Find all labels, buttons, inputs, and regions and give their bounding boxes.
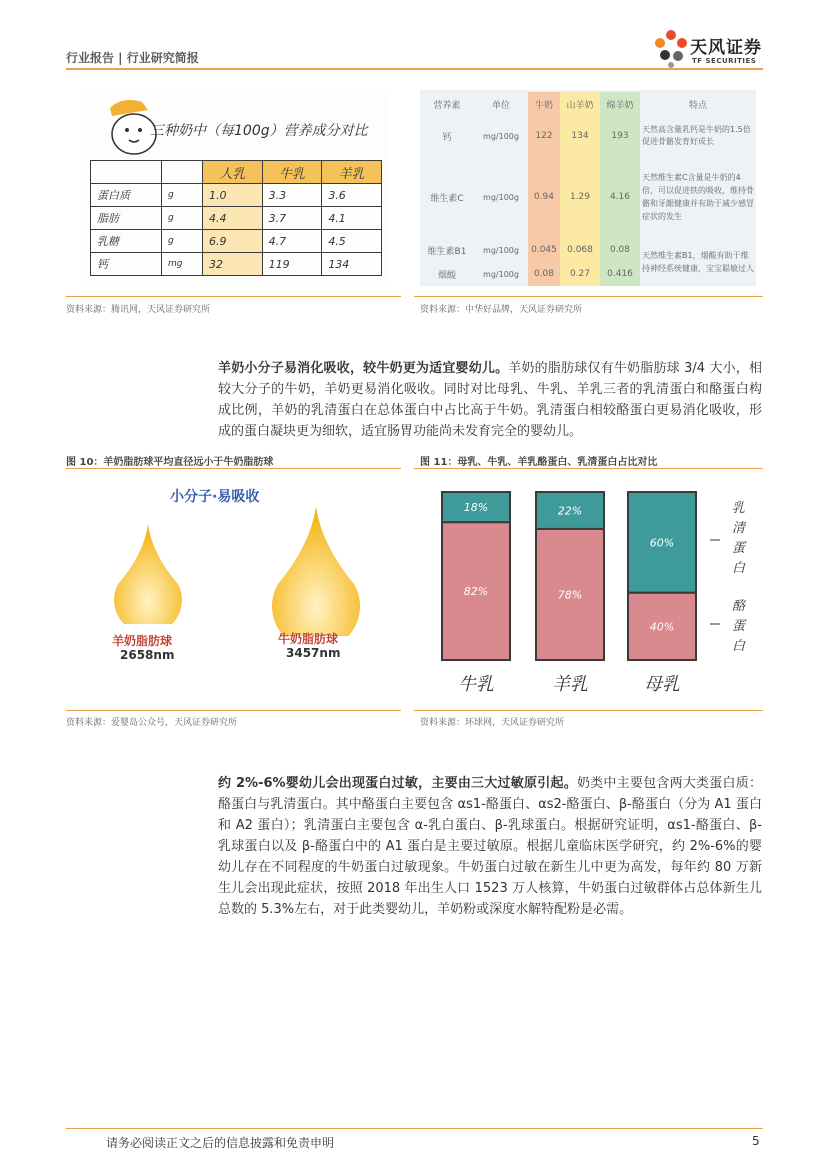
row-name: 脂肪	[91, 207, 162, 230]
logo-mark-icon	[652, 29, 690, 69]
row-name: 钙	[91, 253, 162, 276]
table-header-row	[420, 92, 756, 116]
cell-cow: 4.7	[262, 230, 322, 253]
th-cow: 牛奶	[528, 92, 560, 116]
cell-note: 天然维生素B1，烟酸有助于维持神经系统健康，宝宝聪敏过人	[642, 251, 754, 273]
cell-goat: 134	[560, 116, 600, 156]
footer-disclaimer: 请务必阅读正文之后的信息披露和免责申明	[106, 1136, 335, 1150]
cell-cow: 119	[262, 253, 322, 276]
label-whey-羊乳: 22%	[557, 504, 583, 518]
paragraph-lead: 羊奶小分子易消化吸收，较牛奶更为适宜婴幼儿。	[218, 361, 509, 376]
cow-fat-droplet-icon	[266, 506, 366, 636]
logo-en-text: TF SECURITIES	[692, 57, 757, 65]
cell-name: 维生素C	[430, 193, 464, 204]
footer-divider	[66, 1128, 763, 1129]
category-label-母乳: 母乳	[644, 674, 680, 695]
category-label-牛乳: 牛乳	[458, 674, 494, 695]
paragraph-protein-allergy	[218, 773, 762, 920]
table-row	[420, 156, 756, 238]
cell-sheep: 0.416	[600, 262, 640, 286]
col-cow: 牛乳	[262, 161, 322, 184]
cell-cow: 0.08	[528, 262, 560, 286]
cell-goat: 3.6	[322, 184, 382, 207]
figure11-stacked-bar-chart	[414, 472, 763, 708]
cell-cow: 3.3	[262, 184, 322, 207]
cell-unit: mg/100g	[483, 269, 519, 279]
table-row	[420, 238, 756, 262]
figure10-title-divider	[66, 468, 401, 469]
th-goat: 山羊奶	[560, 92, 600, 116]
cell-goat: 4.1	[322, 207, 382, 230]
cell-cow: 0.045	[528, 238, 560, 262]
source-note: 资料来源：中华好品牌，天风证券研究所	[420, 305, 583, 315]
goat-droplet-label: 羊奶脂肪球	[112, 634, 173, 648]
logo-cn-text: 天风证券	[690, 38, 762, 58]
cell-goat: 0.27	[560, 262, 600, 286]
row-name: 乳糖	[91, 230, 162, 253]
th-nutrient: 营养素	[433, 100, 461, 111]
cell-cow: 0.94	[528, 156, 560, 238]
cell-sheep: 193	[600, 116, 640, 156]
goat-fat-droplet-icon	[108, 524, 188, 624]
table-row	[91, 184, 382, 207]
cell-human: 32	[203, 253, 263, 276]
label-whey-母乳: 60%	[649, 536, 675, 550]
source-note: 资料来源：环球网，天风证券研究所	[420, 718, 565, 728]
source-note: 资料来源：爱婴岛公众号，天风证券研究所	[66, 718, 238, 728]
cow-droplet-label: 牛奶脂肪球	[278, 632, 339, 646]
paragraph-body: 羊奶的脂肪球仅有牛奶脂肪球 3/4 大小，相较大分子的牛奶，羊奶更易消化吸收。同时对比母乳、牛乳、羊乳三者的乳清蛋白和酪蛋白构成比例，羊奶的乳清蛋白在总体蛋白中占比高于牛奶。乳清蛋白相较酪蛋白更易消化吸收，形成的蛋白凝块更为细软，适宜肠胃功能尚未发育完全的婴幼儿。	[218, 361, 762, 439]
source-divider	[66, 710, 401, 711]
cell-name: 维生素B1	[427, 246, 467, 257]
casein-legend-label: 酪 蛋 白	[732, 599, 746, 654]
cell-human: 4.4	[203, 207, 263, 230]
table-header-row	[91, 161, 382, 184]
paragraph-goat-milk-digestion	[218, 358, 762, 442]
whey-legend-label: 乳 清 蛋 白	[732, 501, 746, 576]
cell-sheep: 4.16	[600, 156, 640, 238]
figure10-illustration	[66, 472, 401, 702]
source-divider	[414, 296, 763, 297]
label-casein-羊乳: 78%	[557, 588, 583, 602]
col-goat: 羊乳	[322, 161, 382, 184]
table-row	[91, 207, 382, 230]
goat-droplet-size: 2658nm	[120, 648, 175, 662]
nutrition-table	[90, 160, 382, 276]
paragraph-lead: 约 2%-6%婴幼儿会出现蛋白过敏，主要由三大过敏原引起。	[218, 776, 577, 791]
row-unit: g	[162, 230, 203, 253]
cell-goat: 1.29	[560, 156, 600, 238]
figure11-title: 图 11：母乳、牛乳、羊乳酪蛋白、乳清蛋白占比对比	[420, 457, 658, 468]
cell-name: 烟酸	[437, 270, 456, 281]
cell-unit: mg/100g	[483, 245, 519, 255]
company-logo	[652, 27, 767, 71]
cell-unit: mg/100g	[483, 192, 519, 202]
cell-goat: 0.068	[560, 238, 600, 262]
nutrient-table	[420, 92, 756, 286]
figure10-heading: 小分子·易吸收	[170, 489, 260, 505]
th-unit: 单位	[491, 100, 510, 111]
cell-sheep: 0.08	[600, 238, 640, 262]
th-note: 特点	[688, 100, 707, 111]
table-row	[420, 116, 756, 156]
nutrition-title: 三种奶中（每100g）营养成分对比	[150, 123, 368, 139]
cell-cow: 122	[528, 116, 560, 156]
paragraph-body: 奶类中主要包含两大类蛋白质：酪蛋白与乳清蛋白。其中酪蛋白主要包含 αs1-酪蛋白、αs2-酪蛋白、β-酪蛋白（分为 A1 蛋白和 A2 蛋白）；乳清蛋白主要包含 α-乳白蛋白、β-乳球蛋白。根据研究证明，αs1-酪蛋白、β-乳球蛋白以及 β-酪蛋白中的 A1 蛋白是主要过敏原。根据儿童临床医学研究，约 2%-6%的婴幼儿存在不同程度的牛奶蛋白过敏现象。牛奶蛋白过敏在新生儿中更为高发，每年约 80 万新生儿会出现此症状，按照 2018 年出生人口 1523 万人核算，牛奶蛋白过敏群体占总体新生儿总数的 5.3%左右，对于此类婴幼儿，羊奶粉或深度水解特配粉是必需。	[218, 776, 762, 917]
row-name: 蛋白质	[91, 184, 162, 207]
label-whey-牛乳: 18%	[463, 501, 489, 515]
figure-nutrition-table	[420, 90, 756, 286]
row-unit: g	[162, 207, 203, 230]
label-casein-母乳: 40%	[649, 620, 675, 634]
table-row	[91, 230, 382, 253]
figure-nutrition-handdrawn	[86, 92, 388, 284]
label-casein-牛乳: 82%	[463, 585, 489, 599]
cow-droplet-size: 3457nm	[286, 646, 341, 660]
cell-human: 6.9	[203, 230, 263, 253]
figure10-title: 图 10：羊奶脂肪球平均直径远小于牛奶脂肪球	[66, 457, 274, 468]
cell-goat: 134	[322, 253, 382, 276]
source-divider	[414, 710, 763, 711]
table-row	[91, 253, 382, 276]
cell-goat: 4.5	[322, 230, 382, 253]
category-label-羊乳: 羊乳	[552, 674, 588, 695]
figure11-title-divider	[414, 468, 763, 469]
cell-cow: 3.7	[262, 207, 322, 230]
cell-unit: mg/100g	[483, 131, 519, 141]
cell-note: 天然维生素C含量是牛奶的4倍，可以促进铁的吸收，维持骨骼和牙龈健康并有助于减少感冒症状的发生	[642, 173, 754, 221]
cell-human: 1.0	[203, 184, 263, 207]
header-category: 行业报告 | 行业研究简报	[66, 51, 199, 65]
row-unit: g	[162, 184, 203, 207]
page-number: 5	[752, 1134, 760, 1148]
th-sheep: 绵羊奶	[600, 92, 640, 116]
col-human: 人乳	[203, 161, 263, 184]
cell-note: 天然高含量乳钙是牛奶的1.5倍促进骨骼发育好成长	[642, 125, 751, 146]
row-unit: mg	[162, 253, 203, 276]
source-divider	[66, 296, 401, 297]
cell-name: 钙	[442, 132, 452, 143]
source-note: 资料来源：腾讯网，天风证券研究所	[66, 305, 211, 315]
